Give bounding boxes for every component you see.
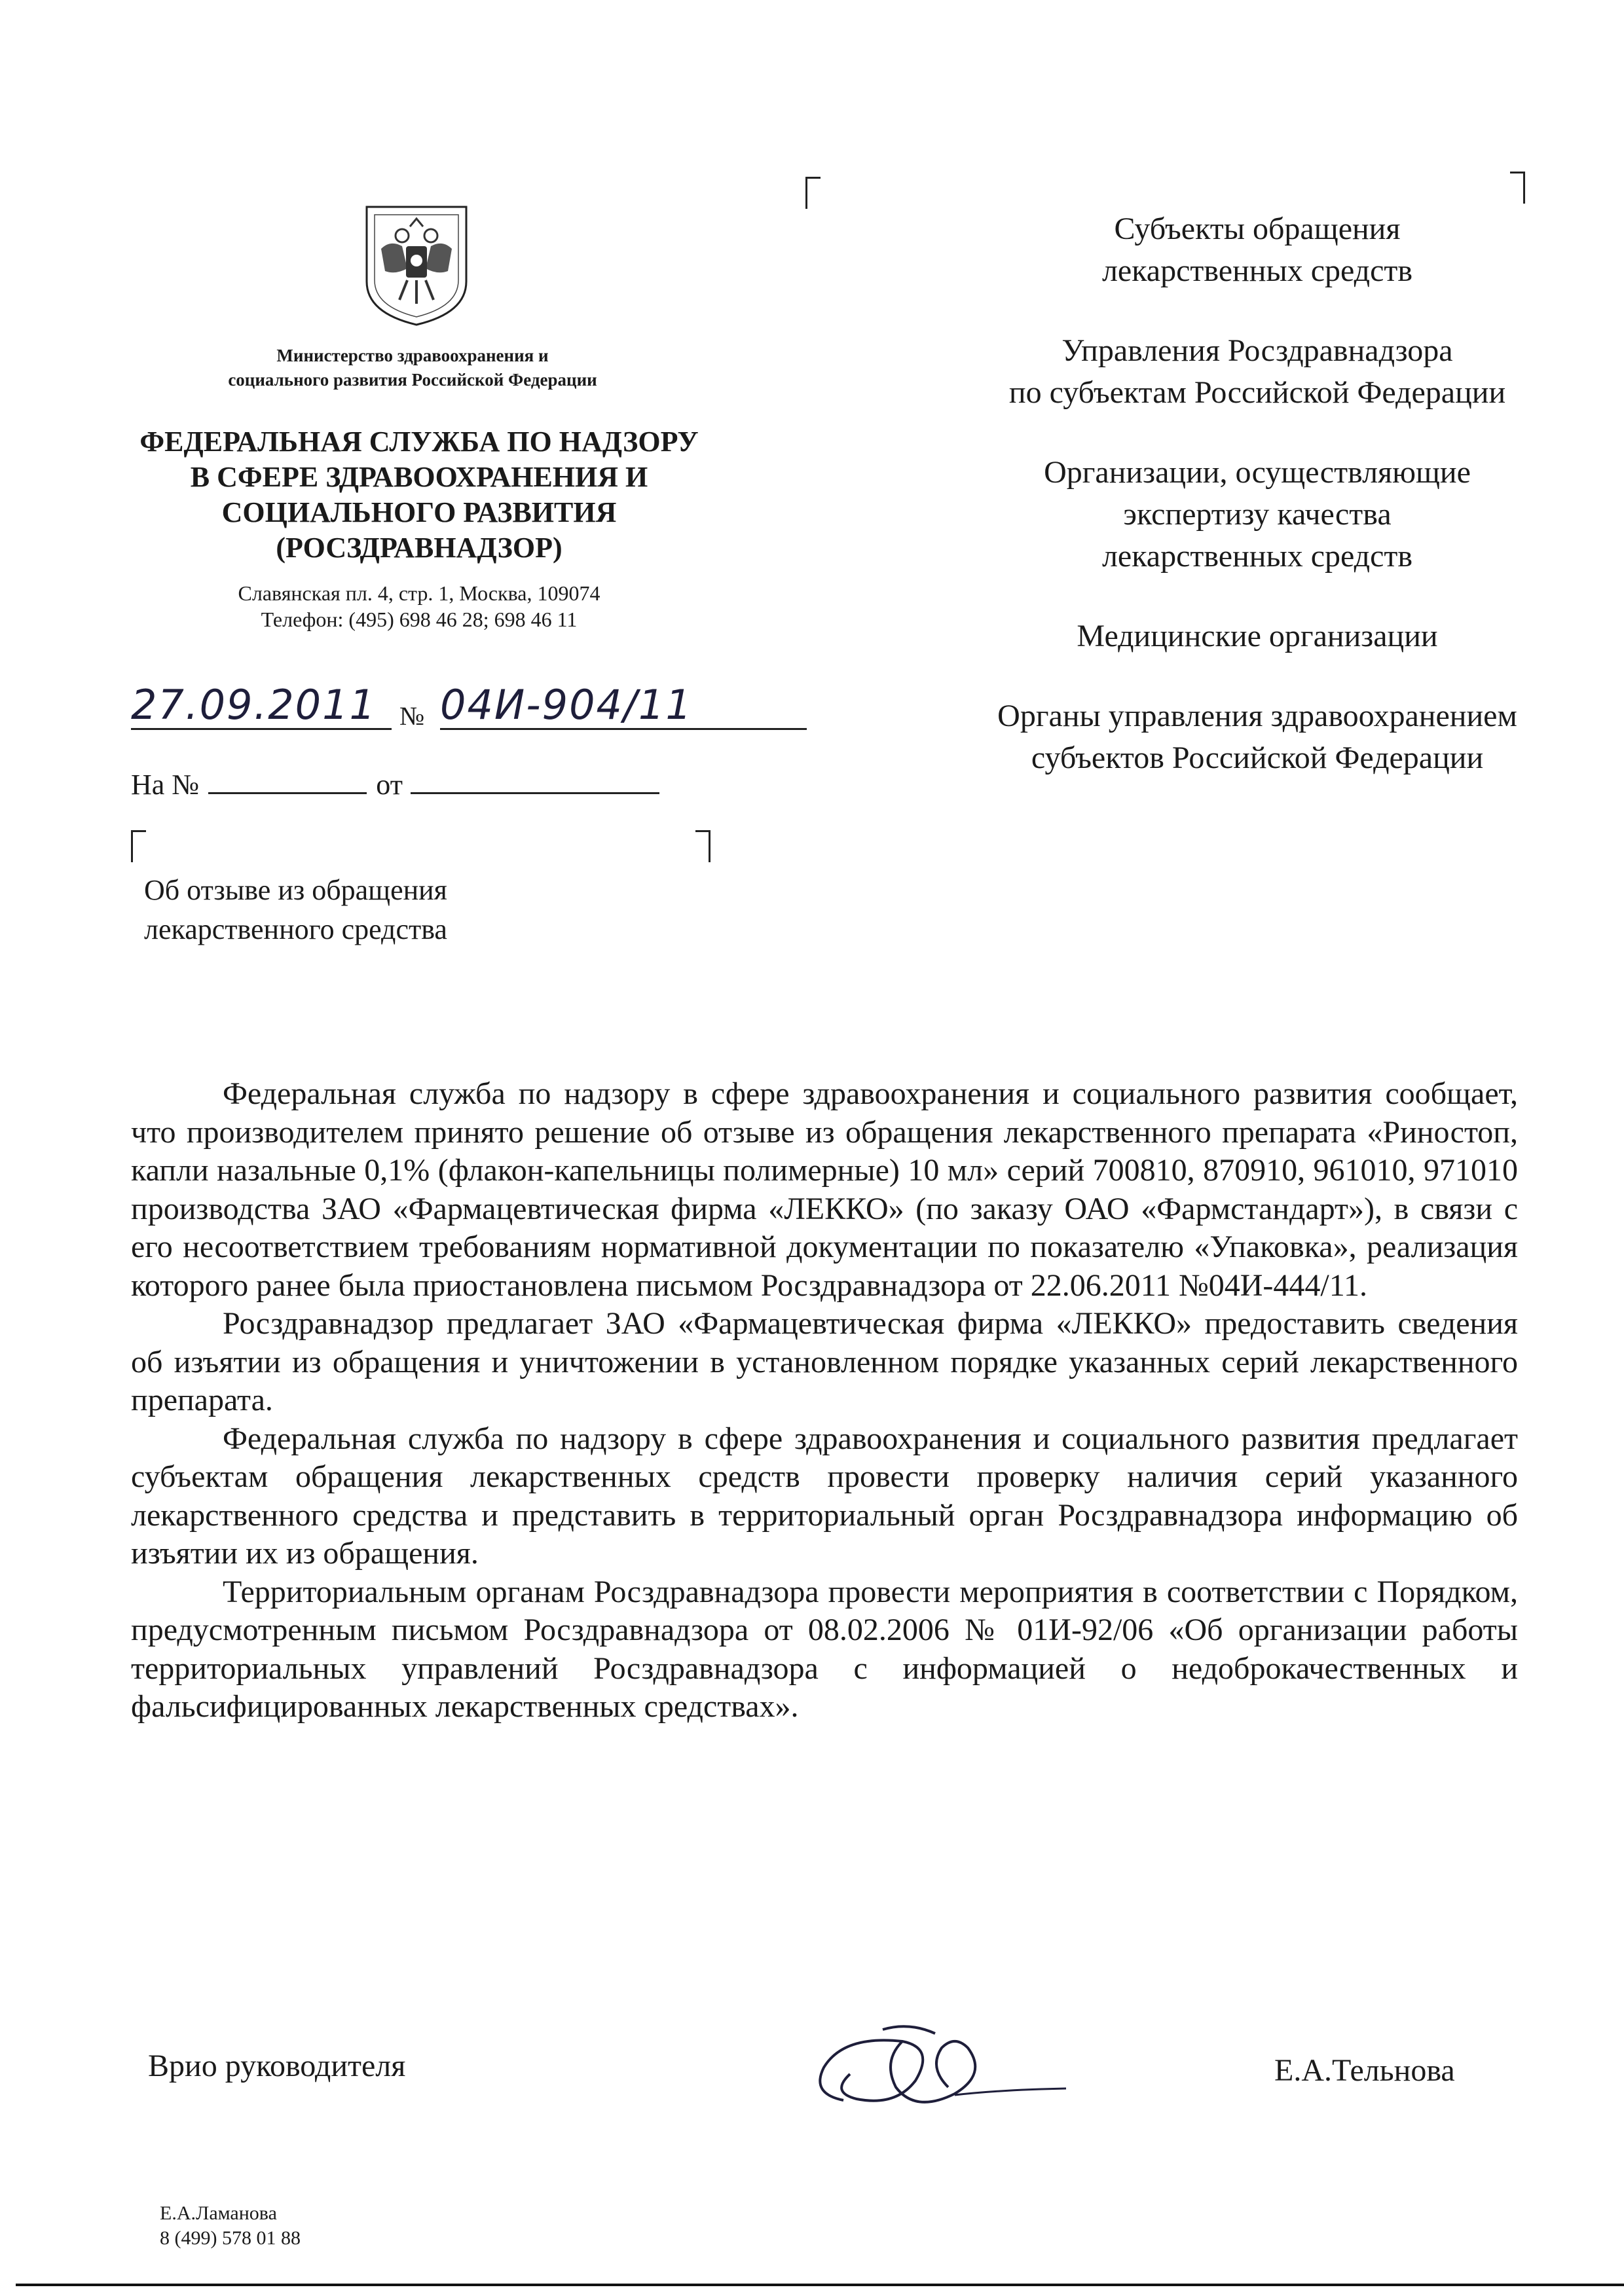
handwritten-number: 04И-904/11: [440, 681, 693, 729]
addressee-group: Медицинские организации: [1077, 619, 1438, 653]
ministry-name: Министерство здравоохранения и социального развития Российской Федерации: [228, 346, 597, 390]
addressee-group: Управления Росздравнадзора по субъектам Российской Федерации: [1008, 333, 1506, 410]
body-paragraph: Федеральная служба по надзору в сфере здравоохранения и социального развития предлагает субъектам обращения лекарственных средств провести проверку наличия серий указанного лекарственного средства и представить в территориальный орган Росздравнадзора информацию об изъятии их из обращения.: [131, 1421, 1518, 1571]
addressee-bracket-right: [1510, 172, 1525, 204]
body-paragraph: Территориальным органам Росздравнадзора провести мероприятия в соответствии с Порядком, предусмотренным письмом Росздравнадзора от 08.02.2006 № 01И-92/06 «Об организации работы территориальных управлений Росздравнадзора с информацией о недоброкачественных и фальсифицированных лекарственных средствах».: [131, 1574, 1518, 1724]
reply-to-label: На №: [131, 769, 200, 801]
number-label: №: [399, 701, 425, 731]
subject-bracket-left: [131, 830, 146, 862]
registration-line: [131, 681, 812, 746]
executor-name: Е.А.Ламанова: [160, 2202, 277, 2224]
addressee-group: Субъекты обращения лекарственных средств: [1101, 211, 1413, 288]
subject-line: Об отзыве из обращения лекарственного средства: [144, 874, 447, 945]
agency-name: ФЕДЕРАЛЬНАЯ СЛУЖБА ПО НАДЗОРУ В СФЕРЕ ЗДРАВООХРАНЕНИЯ И СОЦИАЛЬНОГО РАЗВИТИЯ (РОСЗДРАВНАДЗОР): [139, 426, 699, 564]
handwritten-signature: [804, 2022, 1079, 2120]
addressee-bracket-left: [805, 177, 821, 209]
addressee-block: [877, 208, 1624, 817]
reply-reference-line: [131, 765, 659, 803]
subject-bracket-right: [695, 830, 710, 862]
phone-line: Телефон: (495) 698 46 28; 698 46 11: [261, 608, 578, 631]
executor-phone: 8 (499) 578 01 88: [160, 2227, 301, 2249]
date-underline: [131, 728, 392, 730]
body-paragraph: Росздравнадзор предлагает ЗАО «Фармацевтическая фирма «ЛЕККО» предоставить сведения об изъятии из обращения и уничтожении в установленном порядке указанных серий лекарственного препарата.: [131, 1306, 1518, 1417]
addressee-group: Органы управления здравоохранением субъектов Российской Федерации: [997, 699, 1517, 775]
addressee-group: Организации, осуществляющие экспертизу качества лекарственных средств: [1044, 455, 1471, 574]
letter-body: [131, 1075, 1518, 1726]
signatory-title: Врио руководителя: [148, 2049, 406, 2083]
executor-info: [160, 2201, 301, 2251]
agency-address: [118, 580, 720, 632]
number-underline: [440, 728, 807, 730]
bottom-rule: [16, 2284, 1624, 2286]
reply-date-blank: [411, 765, 659, 794]
coat-of-arms-icon: [361, 203, 471, 327]
handwritten-date: 27.09.2011: [131, 681, 377, 729]
address-line: Славянская пл. 4, стр. 1, Москва, 109074: [238, 581, 600, 605]
body-paragraph: Федеральная служба по надзору в сфере здравоохранения и социального развития сообщает, что производителем принято решение об отзыве из обращения лекарственного препарата «Риностоп, капли назальные 0,1% (флакон-капельницы полимерные) 10 мл» серий 700810, 870910, 961010, 971010 производства ЗАО «Фармацевтическая фирма «ЛЕККО» (по заказу ОАО «Фармстандарт»), в связи с его несоответствием требованиям нормативной документации по показателю «Упаковка», реализация которого ранее была приостановлена письмом Росздравнадзора от 22.06.2011 №04И-444/11.: [131, 1076, 1518, 1303]
signatory-name: Е.А.Тельнова: [1274, 2053, 1455, 2088]
reply-from-label: от: [376, 769, 403, 801]
reply-number-blank: [208, 765, 367, 794]
